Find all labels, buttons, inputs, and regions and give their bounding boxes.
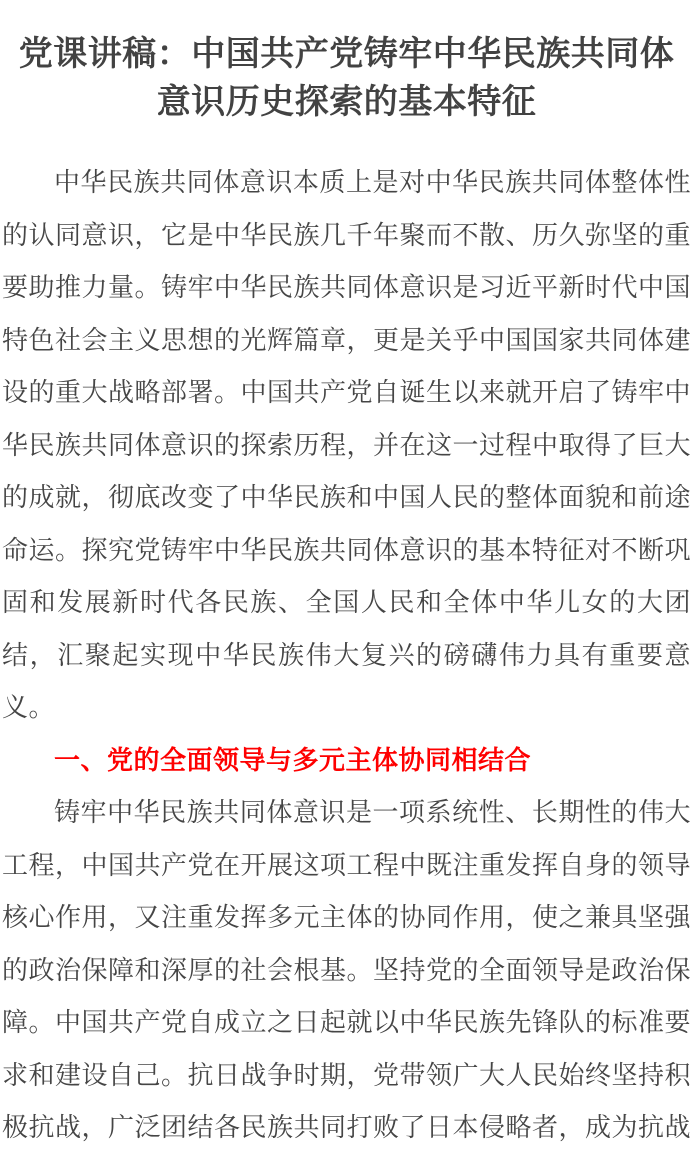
section-1-heading: 一、党的全面领导与多元主体协同相结合: [54, 744, 532, 775]
section-1-paragraph: 铸牢中华民族共同体意识是一项系统性、长期性的伟大工程，中国共产党在开展这项工程中既注重发挥自身的领导核心作用，又注重发挥多元主体的协同作用，使之兼具坚强的政治保障和深厚的社会根基。坚持党的全面领导是政治保障。中国共产党自成立之日起就以中华民族先锋队的标准要求和建设自己。抗日战争时期，党带领广大人民始终坚持积极抗战，广泛团结各民族共同打败了日本侵略者，成为抗战: [2, 797, 692, 1142]
intro-paragraph: 中华民族共同体意识本质上是对中华民族共同体整体性的认同意识，它是中华民族几千年聚而不散、历久弥坚的重要助推力量。铸牢中华民族共同体意识是习近平新时代中国特色社会主义思想的光辉篇章，更是关乎中国国家共同体建设的重大战略部署。中国共产党自诞生以来就开启了铸牢中华民族共同体意识的探索历程，并在这一过程中取得了巨大的成就，彻底改变了中华民族和中国人民的整体面貌和前途命运。探究党铸牢中华民族共同体意识的基本特征对不断巩固和发展新时代各民族、全国人民和全体中华儿女的大团结，汇聚起实现中华民族伟大复兴的磅礴伟力具有重要意义。: [2, 167, 692, 722]
article-title: 党课讲稿：中国共产党铸牢中华民族共同体意识历史探索的基本特征: [18, 35, 675, 121]
